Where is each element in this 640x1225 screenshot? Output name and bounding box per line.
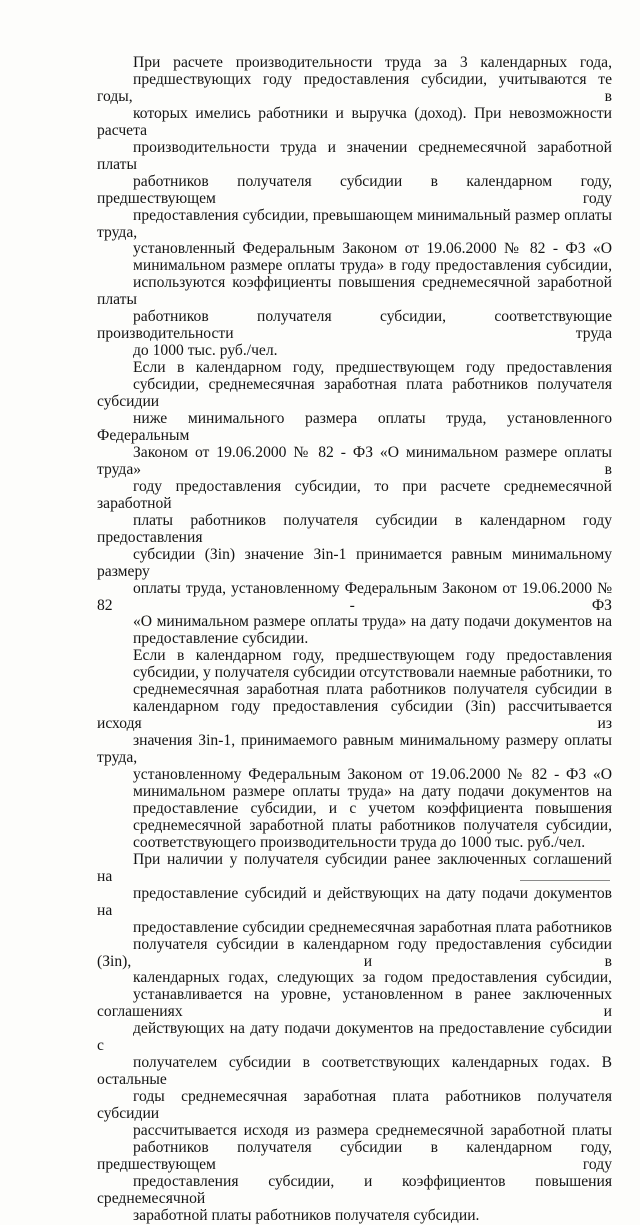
text-line: минимальном размере оплаты труда» в году предоставления субсидии,: [133, 257, 612, 275]
text-line: производительности труда и значении среднемесячной заработной платы: [97, 138, 612, 173]
text-line: Законом от 19.06.2000 № 82 - ФЗ «О минимальном размере оплаты труда» в: [97, 443, 612, 478]
text-line: субсидии (Зin) значение Зin-1 принимается равным минимальному размеру: [97, 545, 612, 580]
text-line: действующих на дату подачи документов на предоставление субсидии с: [97, 1020, 612, 1055]
text-line: «О минимальном размере оплаты труда» на дату подачи документов на: [133, 613, 612, 631]
text-line: установленному Федеральным Законом от 19.06.2000 № 82 - ФЗ «О: [133, 766, 612, 784]
paragraph-no-employees: [97, 648, 612, 851]
text-line: получателем субсидии в соответствующих календарных годах. В остальные: [97, 1054, 612, 1089]
text-line: предоставление субсидии среднемесячная заработная плата работников: [133, 918, 612, 936]
text-line: соответствующего производительности труда до 1000 тыс. руб./чел.: [133, 833, 586, 851]
document-body: [97, 55, 612, 1225]
text-line: календарных годах, следующих за годом предоставления субсидии,: [133, 969, 612, 987]
paragraph-below-minimum-wage: [97, 360, 612, 648]
paragraph-existing-agreements: [97, 852, 612, 1225]
text-line: используются коэффициенты повышения среднемесячной заработной платы: [97, 274, 612, 309]
text-line: среднемесячная заработная плата работников получателя субсидии в: [133, 681, 612, 699]
text-line: работников получателя субсидии в календарном году, предшествующем году: [97, 172, 612, 207]
text-line: которых имелись работники и выручка (доход). При невозможности расчета: [97, 104, 612, 139]
text-line: Если в календарном году, предшествующем году предоставления: [133, 359, 612, 377]
text-line: предшествующих году предоставления субсидии, учитываются те годы, в: [97, 70, 612, 105]
text-line: субсидии, у получателя субсидии отсутствовали наемные работники, то: [133, 664, 612, 682]
text-line: При наличии у получателя субсидии ранее заключенных соглашений на: [97, 850, 612, 885]
text-line: предоставления субсидии, и коэффициентов повышения среднемесячной: [97, 1172, 612, 1207]
text-line: предоставление субсидии, и с учетом коэффициента повышения: [133, 799, 612, 817]
text-line: работников получателя субсидии, соответствующие производительности труда: [97, 308, 612, 343]
text-line: ниже минимального размера оплаты труда, установленного Федеральным: [97, 410, 612, 444]
scan-edge-line: [520, 880, 610, 881]
text-line: предоставления субсидии, превышающем минимальный размер оплаты труда,: [97, 206, 612, 241]
text-line: рассчитывается исходя из размера среднемесячной заработной платы: [133, 1122, 612, 1140]
text-line: получателя субсидии в календарном году предоставления субсидии (Зin), и в: [97, 935, 612, 970]
paragraph-profit-calculation: [97, 55, 612, 360]
text-line: работников получателя субсидии в календарном году, предшествующем году: [97, 1139, 612, 1173]
text-line: При расчете производительности труда за 3 календарных года,: [133, 54, 612, 71]
text-line: заработной платы работников получателя субсидии.: [133, 1206, 480, 1224]
text-line: установленный Федеральным Законом от 19.06.2000 № 82 - ФЗ «О: [133, 240, 612, 258]
text-line: устанавливается на уровне, установленном в ранее заключенных соглашениях и: [97, 986, 612, 1021]
text-line: предоставление субсидий и действующих на дату подачи документов на: [97, 884, 612, 919]
text-line: минимальном размере оплаты труда» на дату подачи документов на: [133, 782, 612, 800]
text-line: предоставление субсидии.: [133, 630, 309, 648]
text-line: году предоставления субсидии, то при расчете среднемесячной заработной: [97, 477, 612, 512]
text-line: значения Зin-1, принимаемого равным минимальному размеру оплаты труда,: [97, 732, 612, 767]
text-line: оплаты труда, установленному Федеральным Законом от 19.06.2000 № 82 - ФЗ: [97, 579, 612, 614]
text-line: среднемесячной заработной платы работников получателя субсидии,: [133, 816, 612, 834]
text-line: календарном году предоставления субсидии (Зin) рассчитывается исходя из: [97, 698, 612, 733]
text-line: годы среднемесячная заработная плата работников получателя субсидии: [97, 1088, 612, 1123]
text-line: субсидии, среднемесячная заработная плата работников получателя субсидии: [97, 376, 612, 411]
text-line: платы работников получателя субсидии в календарном году предоставления: [97, 511, 612, 546]
text-line: до 1000 тыс. руб./чел.: [133, 342, 278, 360]
text-line: Если в календарном году, предшествующем году предоставления: [133, 647, 612, 665]
